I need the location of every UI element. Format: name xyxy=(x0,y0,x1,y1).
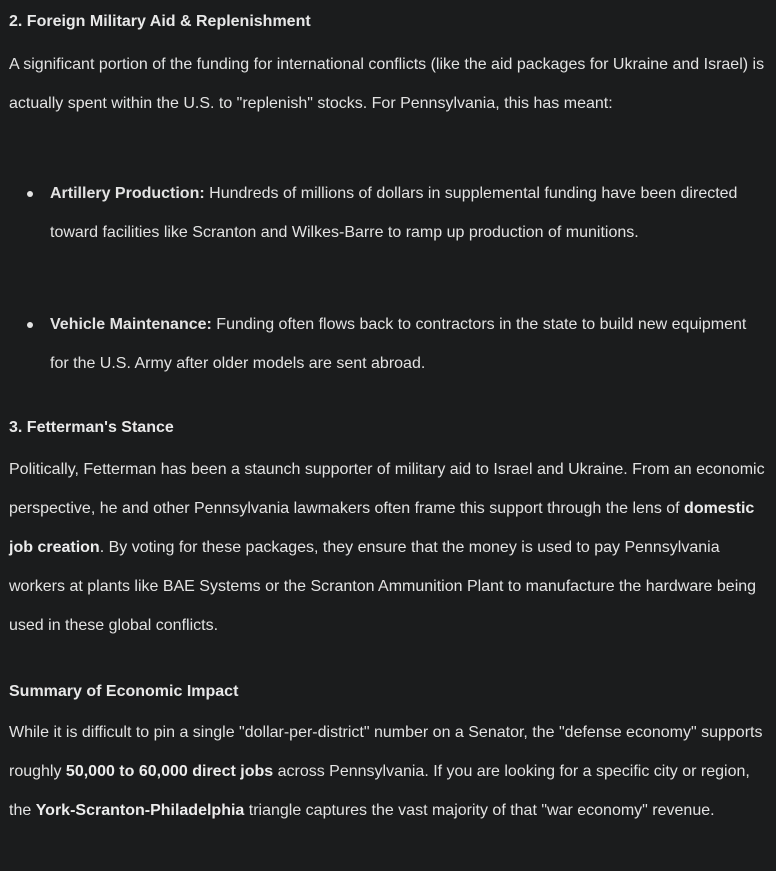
section-heading-fetterman-stance: 3. Fetterman's Stance xyxy=(9,419,174,436)
paragraph-text: . By voting for these packages, they ensure that the money is used to pay Pennsylvania workers at plants like BAE Systems or the Scranton Ammunition Plant to manufacture the hardware being used in these global conflicts. xyxy=(9,539,757,634)
list-item-vehicle-maintenance xyxy=(9,305,762,383)
paragraph-text: across Pennsylvania. If you are looking for a specific city or region, the xyxy=(9,763,750,819)
bullet-text: Funding often flows back to contractors in the state to build new equipment for the U.S. Army after older models are sent abroad. xyxy=(50,316,747,372)
paragraph-text: While it is difficult to pin a single "dollar-per-district" number on a Senator, the "defense economy" supports roughly xyxy=(9,724,763,780)
paragraph-bold-text: 50,000 to 60,000 direct jobs xyxy=(65,763,274,780)
bullet-label: Artillery Production: xyxy=(50,185,205,202)
bullet-text: Hundreds of millions of dollars in supplemental funding have been directed toward facilities like Scranton and Wilkes-Barre to ramp up production of munitions. xyxy=(50,185,738,241)
section-heading-foreign-military-aid: 2. Foreign Military Aid & Replenishment xyxy=(9,13,311,30)
list-item-artillery-production xyxy=(9,174,762,252)
section-paragraph-summary xyxy=(9,713,767,830)
bullet-label: Vehicle Maintenance: xyxy=(50,316,212,333)
section-paragraph-foreign-military-aid: A significant portion of the funding for international conflicts (like the aid packages for Ukraine and Israel) is actually spent within the U.S. to "replenish" stocks. For Pennsylvania, this has meant: xyxy=(9,56,765,112)
paragraph-bold-text: domestic job creation xyxy=(9,500,755,556)
section-paragraph-fetterman-stance xyxy=(9,450,767,645)
paragraph-text: triangle captures the vast majority of that "war economy" revenue. xyxy=(244,802,715,819)
paragraph-bold-text: York-Scranton-Philadelphia xyxy=(35,802,245,819)
section-heading-summary: Summary of Economic Impact xyxy=(9,683,239,700)
paragraph-text: Politically, Fetterman has been a staunch supporter of military aid to Israel and Ukraine. From an economic perspective, he and other Pennsylvania lawmakers often frame this support through the lens of xyxy=(9,461,765,517)
